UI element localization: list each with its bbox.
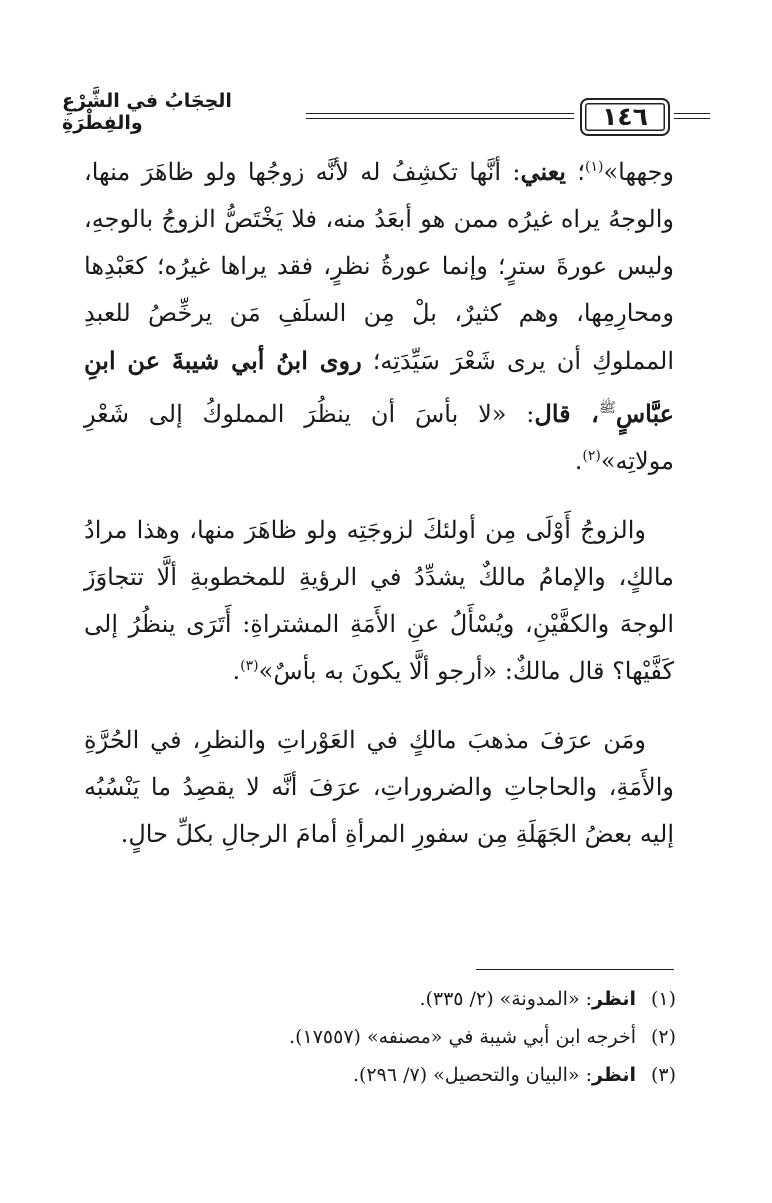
page-header bbox=[62, 90, 710, 136]
footnote-2 bbox=[84, 1018, 676, 1056]
footnote-ref-3[interactable]: (٣) bbox=[240, 658, 259, 674]
footnote-label: انظر bbox=[592, 988, 636, 1010]
footnote-text: : «البيان والتحصيل» (٧/ ٢٩٦). bbox=[352, 1064, 593, 1086]
main-text bbox=[84, 148, 674, 858]
text-run: . bbox=[574, 447, 583, 475]
text-run: وجهها» bbox=[603, 158, 674, 186]
footnote-ref-1[interactable]: (١) bbox=[584, 159, 604, 175]
emphasis-yani: يعني bbox=[520, 157, 566, 186]
emphasis-qala: ، قال bbox=[534, 399, 599, 428]
footnote-3 bbox=[84, 1056, 676, 1094]
honorific-glyph: ﷺ bbox=[598, 400, 616, 416]
narrator-chain: روى ابنُ أبي شيبةَ عن ابنِ عبَّاسٍ bbox=[84, 346, 674, 428]
footnote-text: : «المدونة» (٢/ ٣٣٥). bbox=[419, 988, 593, 1010]
footnote-ref-2[interactable]: (٢) bbox=[582, 448, 601, 464]
footnote-text: أخرجه ابن أبي شيبة في «مصنفه» (١٧٥٥٧). bbox=[289, 1026, 636, 1048]
footnote-1 bbox=[84, 980, 676, 1018]
text-run: : أنَّها تكشِفُ له لأنَّه زوجُها ولو ظاهَرَ منها، والوجهُ يراه غيرُه ممن هو أبعَدُ منه، فلا يَخْتَصُّ الزوجُ بالوجهِ، وليس عورةَ سترٍ؛ وإنما عورةُ نظرٍ، فقد يراها غيرُه؛ كعَبْدِها ومحارِمِها، وهم كثيرٌ، بلْ مِن السلَفِ مَن يرخِّصُ للعبدِ المملوكِ أن يرى شَعْرَ سَيِّدَتِه؛ bbox=[84, 158, 674, 375]
header-rule bbox=[674, 118, 710, 119]
footnote-number: (٢) bbox=[650, 1026, 676, 1048]
page-number: ١٤٦ bbox=[580, 98, 670, 136]
footnote-number: (١) bbox=[650, 988, 676, 1010]
paragraph-2 bbox=[84, 507, 674, 695]
running-title: الحِجَابُ في الشَّرْعِ والفِطْرَةِ bbox=[62, 90, 306, 136]
text-run: . bbox=[232, 657, 241, 685]
footnotes bbox=[84, 980, 676, 1094]
text-run: ؛ bbox=[566, 158, 585, 186]
footnote-label: انظر bbox=[592, 1064, 636, 1086]
paragraph-3: ومَن عرَفَ مذهبَ مالكٍ في العَوْراتِ والنظرِ، في الحُرَّةِ والأَمَةِ، والحاجاتِ والضروراتِ، عرَفَ أنَّه لا يقصِدُ ما يَنْسُبُه إليه بعضُ الجَهَلَةِ مِن سفورِ المرأةِ أمامَ الرجالِ بكلِّ حالٍ. bbox=[84, 726, 674, 848]
text-run: : «لا بأسَ أن ينظُرَ المملوكُ إلى شَعْرِ مولاتِه» bbox=[84, 400, 674, 475]
paragraph-1 bbox=[84, 148, 674, 485]
footnote-number: (٣) bbox=[650, 1064, 676, 1086]
text-run: والزوجُ أَوْلَى مِن أولئكَ لزوجَتِه ولو ظاهَرَ منها، وهذا مرادُ مالكٍ، والإمامُ مالكٌ يشدِّدُ في الرؤيةِ للمخطوبةِ ألَّا تتجاوَزَ الوجهَ والكفَّيْنِ، ويُسْأَلُ عنِ الأَمَةِ المشتراةِ: أَتَرَى ينظُرُ إلى كَفَّيْها؟ قال مالكٌ: «أرجو ألَّا يكونَ به بأسٌ» bbox=[84, 516, 674, 685]
footnote-separator bbox=[476, 969, 674, 970]
header-rule bbox=[674, 113, 710, 114]
